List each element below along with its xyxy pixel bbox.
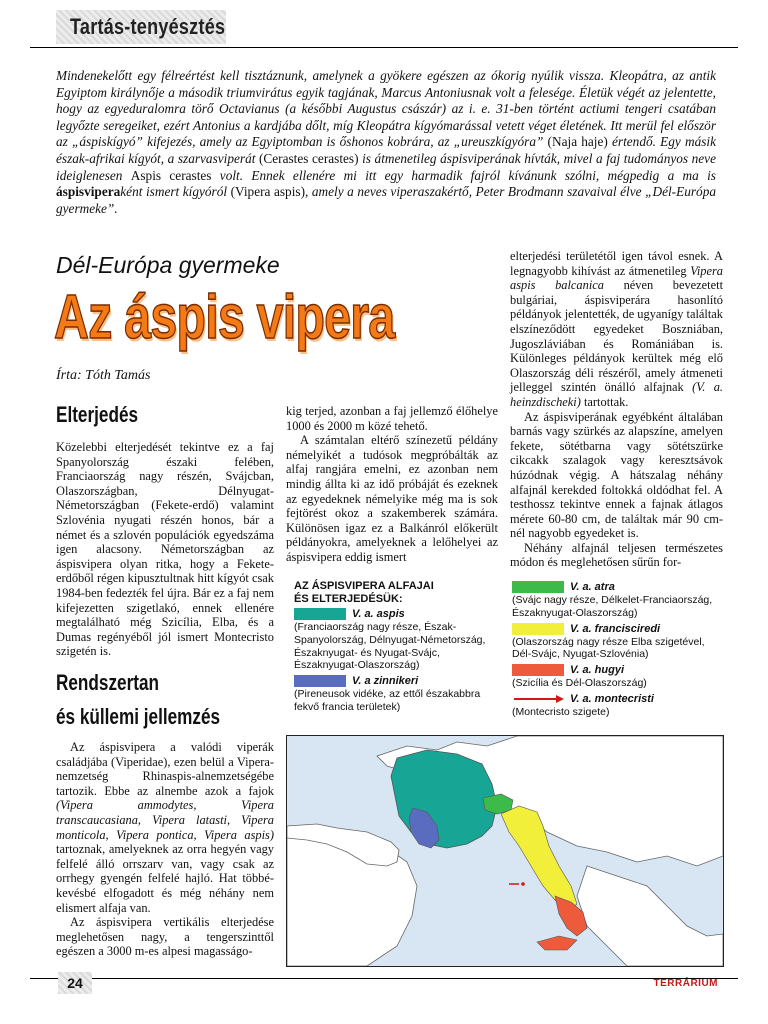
swatch-atra	[512, 581, 564, 593]
legend-item-aspis: V. a. aspis (Franciaország nagy része, Észak-Spanyolország, Délnyugat-Németország, Északnyugat- és Nyugat-Svájc, Északnyugat-Olaszország)	[294, 608, 486, 672]
column-2	[286, 404, 498, 565]
europe-map-graphic	[287, 736, 723, 966]
legend-item-montecristi: V. a. montecristi (Montecristo szigete)	[512, 692, 654, 718]
swatch-francisciredi	[512, 623, 564, 635]
col2-paragraph-2: A számtalan eltérő színezetű példány némelyikét a tudósok megpróbálták az alfaj rangjára emelni, ez azonban nem mindig állta ki az idő próbáját és ezeknek az egyedeknek némelyike még ma is sok fejtörést okoz a szakemberek számára. Különösen igaz ez a Balkánról előkerült példányokra, amelyeknek a lelőhelyei az áspisvipera eddig ismert	[286, 433, 498, 564]
heading-kullemi: és küllemi jellemzés	[56, 704, 221, 729]
swatch-aspis	[294, 608, 346, 620]
page-number: 24	[58, 972, 92, 994]
heading-rendszertan: Rendszertan	[56, 670, 159, 695]
col3-paragraph-2: Az áspisviperának egyébként általában barnás vagy szürkés az alapszíne, amelyen fekete, sötétbarna vagy sötétszürke cikcakk szalagok vagy keresztsávok húzódnak végig. A hátszalag néhány alfajnál kerekded foltokká oldódhat fel. A testhossz tekintve ennek a fajnak átlagos mérete 60-80 cm, de találtak már 90 cm-nél nagyobb egyedeket is.	[510, 409, 723, 541]
article-title: Az áspis vipera	[54, 283, 395, 352]
section-header: Tartás-tenyésztés	[70, 14, 226, 39]
column-3	[510, 249, 723, 570]
col3-paragraph-1: elterjedési területétől igen távol esnek. A legnagyobb kihívást az átmenetileg Vipera aspis balcanica néven bevezetett bulgáriai, áspisviperára hasonlító példányok jelentették, de ugyanígy találtak elszíneződött egyedeket Boszniában, Jugoszláviában és Romániában is. Különleges példányok kerültek még elő Olaszország déli részéről, amely átmeneti jelleggel szintén önálló alfajnak (V. a. heinzdischeki) tartottak.	[510, 249, 724, 409]
column-1	[56, 440, 274, 659]
heading-elterjedes: Elterjedés	[56, 402, 139, 427]
legend-left	[294, 580, 504, 714]
red-arrow-icon	[512, 693, 564, 705]
col3-paragraph-3: Néhány alfajnál teljesen természetes módon és meglehetősen sűrűn for-	[510, 540, 723, 570]
legend-item-zinnikeri: V. a zinnikeri (Pireneusok vidéke, az ettől északabbra fekvő francia területek)	[294, 675, 481, 713]
author-byline: Írta: Tóth Tamás	[56, 368, 151, 383]
header-rule	[30, 47, 738, 48]
col1-paragraph-2: Az áspisvipera a valódi viperák családjába (Viperidae), ezen belül a Vipera-nemzetség Rhinaspis-alnemzetségébe tartozik. Ebbe az alnembe azok a fajok (Vipera ammodytes, Vipera transcaucasiana, Vipera latasti, Vipera monticola, Vipera pontica, Vipera aspis) tartoznak, amelyeknek az orra hegyén vagy felfelé álló orrszarv van, vagy csak az orrhegy gyengén felfelé hajló. Hat többé-kevésbé elfogadott és még néhány nem elismert alfaja van.	[56, 740, 274, 915]
col1-paragraph-3: Az áspisvipera vertikális elterjedése meglehetősen nagy, a tengerszinttől egészen a 3000 m-es alpesi magasságo-	[56, 915, 274, 959]
footer-rule	[30, 978, 738, 979]
legend-heading-1: AZ ÁSPISVIPERA ALFAJAI	[294, 580, 434, 592]
intro-paragraph: Mindenekelőtt egy félreértést kell tisztáznunk, amelynek a gyökere egészen az ókorig nyúlik vissza. Kleopátra, az antik Egyiptom királynője a második triumvirátus egyik tagjának, Marcus Antoniusnak volt a felesége. Életük végét az jelentette, hogy az egyeduralomra törő Octavianus (a későbbi Augustus császár) az i. e. 31-ben történt actiumi tengeri csatában legyőzte seregeiket, ezért Antonius a kardjába dőlt, míg Kleopátra kígyómarással vetett véget életének. Itt merül fel először az „áspiskígyó” kifejezés, amely az Egyiptomban is őshonos kobrára, az „ureuszkígyóra” (Naja haje) értendő. Egy másik észak-afrikai kígyót, a szarvasviperát (Cerastes cerastes) is átmenetileg áspisviperának hívták, mivel a faj tudományos neve ideiglenesen Aspis cerastes volt. Ennek ellenére mi itt egy harmadik fajról kívánunk szólni, mégpedig a ma is áspisviperaként ismert kígyóról (Vipera aspis), amely a neves viperaszakértő, Peter Brodmann szavaival élve „Dél-Európa gyermeke”.	[56, 68, 716, 216]
subspecies-legend	[286, 580, 722, 728]
swatch-hugyi	[512, 664, 564, 676]
column-1-lower	[56, 740, 274, 959]
swatch-zinnikeri	[294, 675, 346, 687]
legend-right	[512, 580, 722, 719]
legend-item-francisciredi: V. a. francisciredi (Olaszország nagy része Elba szigetével, Dél-Svájc, Nyugat-Szlovénia)	[512, 622, 705, 661]
article-subtitle: Dél-Európa gyermeke	[56, 252, 280, 278]
distribution-map	[286, 735, 724, 967]
col1-paragraph-1: Közelebbi elterjedését tekintve ez a faj Spanyolország északi felében, Franciaország nagy részén, Svájcban, Olaszországban, Délnyugat-Németországban (Fekete-erdő) valamint Szlovénia nyugati részén honos, bár a német és a szlovén populációk egyedszáma igen alacsony. Németországban az áspisvipera olyan ritka, hogy a Fekete-erdőből régen kipusztultnak hitt kígyót csak 1984-ben fedezték fel újra. Bár ez a faj nem kifejezetten szigetlakó, ennek ellenére megtalálható még Szicília, Elba, és a Dumas regényéből jól ismert Montecristo szigetén is.	[56, 440, 274, 659]
legend-item-hugyi: V. a. hugyi (Szicília és Dél-Olaszország)	[512, 664, 647, 690]
legend-heading-2: ÉS ELTERJEDÉSÜK:	[294, 592, 403, 605]
magazine-name: TERRÁRIUM	[653, 978, 718, 989]
col2-paragraph-1: kig terjed, azonban a faj jellemző élőhelye 1000 és 2000 m közé tehető.	[286, 404, 498, 433]
legend-item-atra: V. a. atra (Svájc nagy része, Délkelet-Franciaország, Északnyugat-Olaszország)	[512, 581, 713, 619]
